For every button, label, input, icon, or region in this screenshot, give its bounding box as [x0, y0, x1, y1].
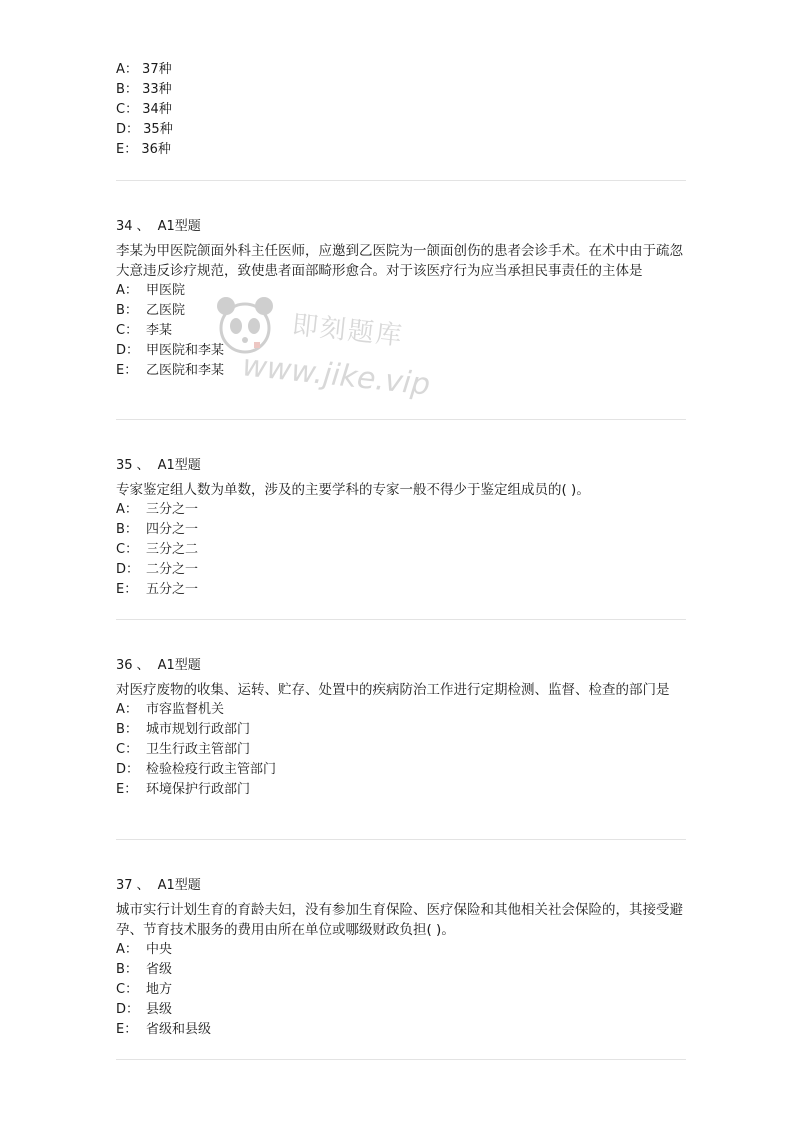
option-row: E： 36种 [116, 142, 171, 157]
option-d: D： 甲医院和李某 [116, 343, 225, 358]
watermark [210, 290, 440, 430]
option-c: C： 三分之二 [116, 542, 199, 557]
question-header: 34 、 A1型题 [116, 219, 201, 234]
option-row: A： 37种 [116, 62, 172, 77]
question-36 [116, 656, 686, 800]
option-e: E： 五分之一 [116, 582, 199, 597]
divider [116, 619, 686, 620]
option-a: A： 市容监督机关 [116, 702, 225, 717]
divider [116, 839, 686, 840]
option-a: A： 甲医院 [116, 283, 186, 298]
option-e: E： 省级和县级 [116, 1022, 212, 1037]
question-stem: 专家鉴定组人数为单数，涉及的主要学科的专家一般不得少于鉴定组成员的( )。 [116, 482, 590, 498]
option-b: B： 四分之一 [116, 522, 199, 537]
question-37 [116, 876, 686, 1040]
option-c: C： 李某 [116, 323, 173, 338]
watermark-url: www.jike.vip [240, 348, 432, 403]
divider [116, 1059, 686, 1060]
option-a: A： 三分之一 [116, 502, 199, 517]
option-c: C： 卫生行政主管部门 [116, 742, 251, 757]
option-b: B： 乙医院 [116, 303, 186, 318]
option-e: E： 乙医院和李某 [116, 363, 225, 378]
question-stem: 李某为甲医院颌面外科主任医师，应邀到乙医院为一颌面创伤的患者会诊手术。在术中由于疏忽大意违反诊疗规范，致使患者面部畸形愈合。对于该医疗行为应当承担民事责任的主体是 [116, 243, 683, 279]
option-e: E： 环境保护行政部门 [116, 782, 251, 797]
option-b: B： 城市规划行政部门 [116, 722, 251, 737]
question-header: 35 、 A1型题 [116, 458, 201, 473]
question-header: 36 、 A1型题 [116, 658, 201, 673]
option-d: D： 检验检疫行政主管部门 [116, 762, 277, 777]
option-a: A： 中央 [116, 942, 173, 957]
option-d: D： 县级 [116, 1002, 173, 1017]
question-header: 37 、 A1型题 [116, 878, 201, 893]
option-c: C： 地方 [116, 982, 173, 997]
option-row: D： 35种 [116, 122, 173, 137]
question-stem: 对医疗废物的收集、运转、贮存、处置中的疾病防治工作进行定期检测、监督、检查的部门是 [116, 682, 670, 698]
watermark-brand: 即刻题库 [290, 310, 406, 352]
option-d: D： 二分之一 [116, 562, 199, 577]
option-row: B： 33种 [116, 82, 172, 97]
option-row: C： 34种 [116, 102, 172, 117]
divider [116, 180, 686, 181]
option-b: B： 省级 [116, 962, 173, 977]
previous-question-options [116, 60, 173, 160]
question-stem: 城市实行计划生育的育龄夫妇，没有参加生育保险、医疗保险和其他相关社会保险的，其接受避孕、节育技术服务的费用由所在单位或哪级财政负担( )。 [116, 902, 683, 938]
question-35 [116, 456, 686, 600]
